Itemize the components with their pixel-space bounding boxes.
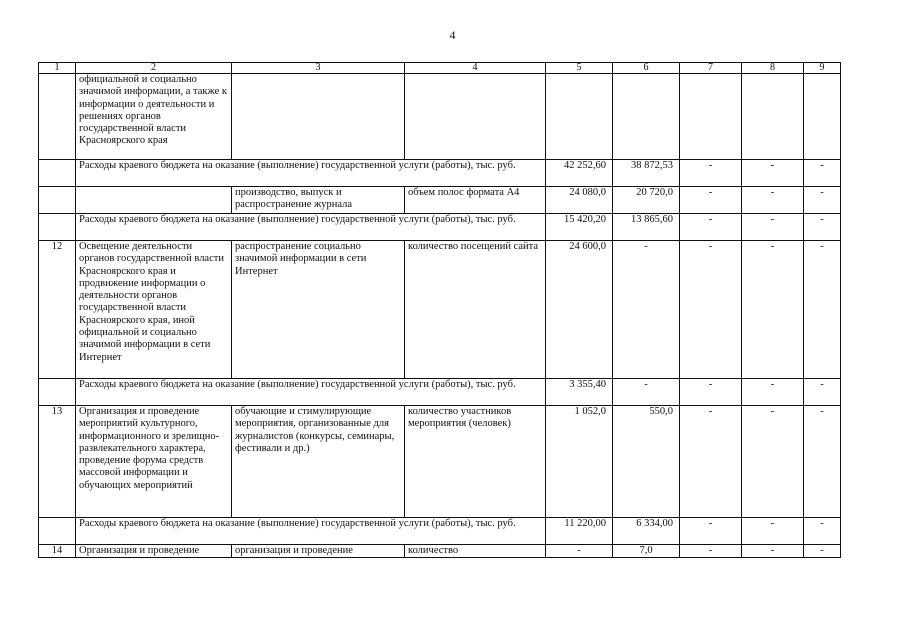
row-number-cell [39, 518, 76, 545]
value-cell: 550,0 [613, 406, 680, 518]
row-number-cell: 14 [39, 545, 76, 558]
value-cell: - [804, 214, 841, 241]
value-cell: - [680, 214, 742, 241]
service-cell: производство, выпуск и распространение журнала [232, 187, 405, 214]
indicator-cell: количество посещений сайта [405, 241, 546, 379]
row-number-cell [39, 214, 76, 241]
value-cell: 24 080,0 [546, 187, 613, 214]
table-row [39, 187, 841, 214]
header-cell: 1 [39, 63, 76, 74]
service-cell: распространение социально значимой информации в сети Интернет [232, 241, 405, 379]
value-cell: - [742, 518, 804, 545]
value-cell: 24 600,0 [546, 241, 613, 379]
service-cell [232, 74, 405, 160]
row-number-cell: 13 [39, 406, 76, 518]
header-row [39, 63, 841, 74]
expense-label: Расходы краевого бюджета на оказание (выполнение) государственной услуги (работы), тыс. руб. [76, 518, 546, 545]
header-cell: 4 [405, 63, 546, 74]
value-cell: - [804, 379, 841, 406]
value-cell: 15 420,20 [546, 214, 613, 241]
value-cell: 3 355,40 [546, 379, 613, 406]
indicator-cell: количество [405, 545, 546, 558]
value-cell: - [742, 214, 804, 241]
header-cell: 9 [804, 63, 841, 74]
value-cell [613, 74, 680, 160]
value-cell: 11 220,00 [546, 518, 613, 545]
row-number-cell: 12 [39, 241, 76, 379]
header-cell: 2 [76, 63, 232, 74]
row-number-cell [39, 187, 76, 214]
table-row [39, 241, 841, 379]
item-name-cell: Организация и проведение мероприятий культурного, информационного и зрелищно-развлекательного характера, проведение форума средств массовой информации и обучающих мероприятий [76, 406, 232, 518]
indicator-cell: объем полос формата А4 [405, 187, 546, 214]
value-cell: - [804, 518, 841, 545]
value-cell: - [680, 187, 742, 214]
expense-label: Расходы краевого бюджета на оказание (выполнение) государственной услуги (работы), тыс. руб. [76, 160, 546, 187]
expense-label: Расходы краевого бюджета на оказание (выполнение) государственной услуги (работы), тыс. руб. [76, 214, 546, 241]
page-number: 4 [449, 28, 456, 42]
value-cell: - [742, 379, 804, 406]
value-cell: - [680, 518, 742, 545]
value-cell [680, 74, 742, 160]
expense-row [39, 160, 841, 187]
table-row [39, 406, 841, 518]
item-name-cell: Организация и проведение [76, 545, 232, 558]
row-number-cell [39, 74, 76, 160]
value-cell: 6 334,00 [613, 518, 680, 545]
expense-row [39, 379, 841, 406]
value-cell: 38 872,53 [613, 160, 680, 187]
value-cell [742, 74, 804, 160]
value-cell: - [680, 160, 742, 187]
value-cell: - [613, 379, 680, 406]
value-cell: - [742, 406, 804, 518]
value-cell: - [804, 545, 841, 558]
value-cell [804, 74, 841, 160]
value-cell: - [804, 241, 841, 379]
indicator-cell: количество участников мероприятия (человек) [405, 406, 546, 518]
value-cell: - [680, 379, 742, 406]
value-cell: - [680, 241, 742, 379]
value-cell: 1 052,0 [546, 406, 613, 518]
service-cell: обучающие и стимулирующие мероприятия, организованные для журналистов (конкурсы, семинары, фестивали и др.) [232, 406, 405, 518]
header-cell: 6 [613, 63, 680, 74]
table-row [39, 545, 841, 558]
value-cell: - [804, 406, 841, 518]
header-cell: 8 [742, 63, 804, 74]
indicator-cell [405, 74, 546, 160]
expense-label: Расходы краевого бюджета на оказание (выполнение) государственной услуги (работы), тыс. руб. [76, 379, 546, 406]
budget-table [38, 62, 841, 558]
header-cell: 3 [232, 63, 405, 74]
value-cell: 7,0 [613, 545, 680, 558]
item-name-cell: Освещение деятельности органов государственной власти Красноярского края и продвижение информации о деятельности органов государственной власти Красноярского края, иной официальной и социально значимой информации в сети Интернет [76, 241, 232, 379]
service-cell: организация и проведение [232, 545, 405, 558]
header-cell: 7 [680, 63, 742, 74]
value-cell: - [680, 545, 742, 558]
header-cell: 5 [546, 63, 613, 74]
value-cell: 20 720,0 [613, 187, 680, 214]
value-cell: 42 252,60 [546, 160, 613, 187]
value-cell: 13 865,60 [613, 214, 680, 241]
value-cell: - [742, 545, 804, 558]
value-cell: - [742, 160, 804, 187]
value-cell [546, 74, 613, 160]
value-cell: - [680, 406, 742, 518]
item-name-cell [76, 187, 232, 214]
row-number-cell [39, 160, 76, 187]
row-number-cell [39, 379, 76, 406]
value-cell: - [742, 241, 804, 379]
expense-row [39, 518, 841, 545]
item-name-cell: официальной и социально значимой информации, а также к информации о деятельности и решениях органов государственной власти Красноярского края [76, 74, 232, 160]
expense-row [39, 214, 841, 241]
value-cell: - [613, 241, 680, 379]
value-cell: - [742, 187, 804, 214]
value-cell: - [804, 187, 841, 214]
value-cell: - [804, 160, 841, 187]
value-cell: - [546, 545, 613, 558]
table-row [39, 74, 841, 160]
